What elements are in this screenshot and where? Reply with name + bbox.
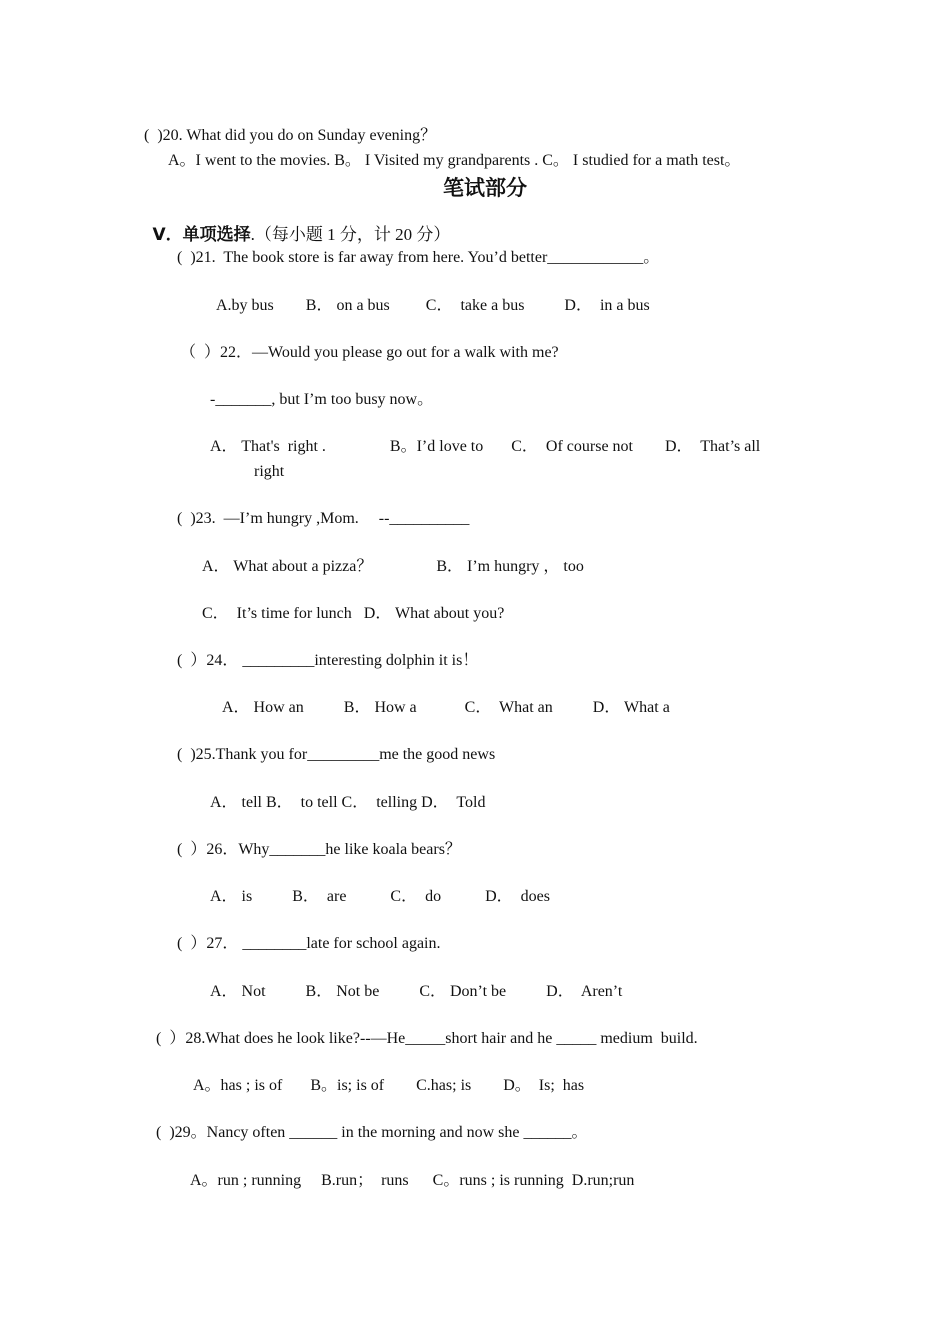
question-21: ( )21. The book store is far away from here. You’d better____________。: [177, 249, 660, 266]
question-23: ( )23. —I’m hungry ,Mom. --__________: [177, 510, 470, 527]
question-29-options: A。run ; running B.run； runs C。runs ; is running D.run;run: [190, 1172, 635, 1189]
question-28: ( ）28.What does he look like?--—He_____short hair and he _____ medium build.: [156, 1030, 698, 1047]
section-heading: 笔试部分: [443, 176, 527, 200]
question-29: ( )29。Nancy often ______ in the morning and now she ______。: [156, 1124, 588, 1141]
question-26: ( ）26．Why_______he like koala bears？: [177, 841, 461, 858]
question-24: ( ）24． _________interesting dolphin it is！: [177, 652, 479, 669]
question-26-options: A． is B． are C． do D． does: [210, 888, 550, 905]
question-20-options: A。I went to the movies. B。 I Visited my grandparents . C。 I studied for a math test。: [168, 152, 741, 169]
question-23-options-2: C． It’s time for lunch D． What about you?: [202, 605, 505, 622]
question-23-options-1: A． What about a pizza？ B． I’m hungry ， too: [202, 558, 584, 575]
question-27-options: A． Not B． Not be C． Don’t be D． Aren’t: [210, 983, 623, 1000]
question-24-options: A． How an B． How a C． What an D． What a: [222, 699, 670, 716]
section-title: [144, 200, 450, 245]
question-22: （ ）22．—Would you please go out for a walk with me?: [180, 344, 559, 361]
question-28-options: A。has ; is of B。is; is of C.has; is D。 Is; has: [193, 1077, 585, 1094]
question-25-options: A． tell B． to tell C． telling D． Told: [210, 794, 486, 811]
question-22-answer: -_______, but I’m too busy now。: [210, 391, 434, 408]
question-27: ( ）27． ________late for school again.: [177, 935, 441, 952]
question-21-options: A.by bus B． on a bus C． take a bus D． in a bus: [216, 297, 650, 314]
question-22-options: A． That's right . B。I’d love to C． Of course not D． That’s all: [210, 438, 761, 455]
question-25: ( )25.Thank you for_________me the good news: [177, 746, 496, 763]
question-20: ( )20. What did you do on Sunday evening？: [144, 127, 437, 144]
section-label: V．单项选择: [152, 225, 251, 245]
question-22-options-cont: right: [254, 463, 285, 480]
section-instruction: .（每小题 1 分，计 20 分）: [250, 225, 451, 244]
